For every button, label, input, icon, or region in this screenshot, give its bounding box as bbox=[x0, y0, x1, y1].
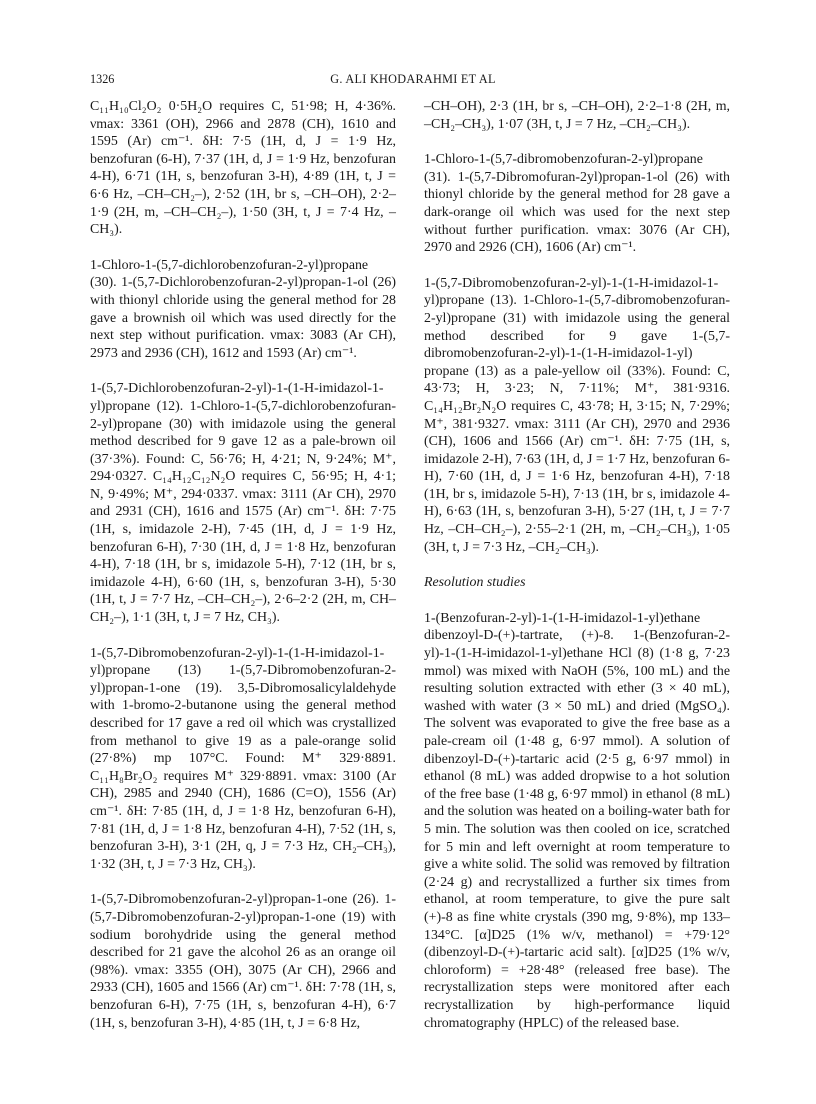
paragraph-compound-30: 1-Chloro-1-(5,7-dichlorobenzofuran-2-yl)propane (30). 1-(5,7-Dichlorobenzofuran-2-yl)propan-1-ol (26) with thionyl chloride using the general method for 28 gave a brownish oil which was used directly for the next step without purification. νmax: 3083 (Ar CH), 2973 and 2936 (CH), 1612 and 1593 (Ar) cm⁻¹. bbox=[90, 257, 396, 361]
paragraph-compound-13: 1-(5,7-Dibromobenzofuran-2-yl)-1-(1-H-imidazol-1-yl)propane (13). 1-Chloro-1-(5,7-dibromobenzofuran-2-yl)propane (31) with imidazole using the general method described for 9 gave 1-(5,7-dibromobenzofuran-2-yl)-1-(1-H-imidazol-1-yl) propane (13) as a pale-yellow oil (33%). Found: C, 43·73; H, 3·23; N, 7·11%; M⁺, 381·9316. C₁₄H₁₂Br₂N₂O requires C, 43·78; H, 3·15; N, 7·29%; M⁺, 381·9327. νmax: 3111 (Ar CH), 2970 and 2936 (CH), 1606 and 1566 (Ar) cm⁻¹. δH: 7·75 (1H, s, imidazole 2-H), 7·63 (1H, d, J = 1·7 Hz, benzofuran 6-H), 7·60 (1H, d, J = 1·6 Hz, benzofuran 4-H), 7·18 (1H, br s, imidazole 5-H), 7·13 (1H, br s, imidazole 4-H), 6·63 (1H, s, benzofuran 3-H), 5·27 (1H, t, J = 7·7 Hz, –CH–CH₂–), 2·55–2·1 (2H, m, –CH₂–CH₃), 1·05 (3H, t, J = 7·3 Hz, –CH₂–CH₃). bbox=[424, 275, 730, 555]
paragraph-continued-26: –CH–OH), 2·3 (1H, br s, –CH–OH), 2·2–1·8 (2H, m, –CH₂–CH₃), 1·07 (3H, t, J = 7 Hz, –CH₂–CH₃). bbox=[424, 99, 730, 132]
paragraph-compound-12: 1-(5,7-Dichlorobenzofuran-2-yl)-1-(1-H-imidazol-1-yl)propane (12). 1-Chloro-1-(5,7-dichlorobenzofuran-2-yl)propane (30) with imidazole using the general method described for 9 gave 12 as a pale-brown oil (37·3%). Found: C, 56·76; H, 4·21; N, 9·24%; M⁺, 294·0327. C₁₄H₁₂C₁₂N₂O requires C, 56·95; H, 4·1; N, 9·49%; M⁺, 294·0337. νmax: 3111 (Ar CH), 2970 and 2931 (CH), 1616 and 1575 (Ar) cm⁻¹. δH: 7·75 (1H, s, imidazole 2-H), 7·45 (1H, d, J = 1·9 Hz, benzofuran 6-H), 7·30 (1H, d, J = 1·8 Hz, benzofuran 4-H), 7·18 (1H, br s, imidazole 5-H), 7·12 (1H, br s, imidazole 4-H), 6·60 (1H, s, benzofuran 3-H), 5·30 (1H, t, J = 7·7 Hz, –CH–CH₂–), 2·6–2·2 (2H, m, CH–CH₂–), 1·1 (3H, t, J = 7 Hz, CH₃). bbox=[90, 381, 396, 626]
page-header bbox=[90, 72, 736, 90]
paragraph-tartrate-salt: 1-(Benzofuran-2-yl)-1-(1-H-imidazol-1-yl)ethane dibenzoyl-D-(+)-tartrate, (+)-8. 1-(Benzofuran-2-yl)-1-(1-H-imidazol-1-yl)ethane HCl (8) (1·8 g, 7·23 mmol) was mixed with NaOH (5%, 100 mL) and the resulting solution extracted with ether (3 × 40 mL), washed with water (3 × 50 mL) and dried (MgSO₄). The solvent was evaporated to give the free base as a pale-cream oil (1·48 g, 6·97 mmol). A solution of dibenzoyl-D-(+)-tartaric acid (2·5 g, 6·97 mmol) in ethanol (8 mL) was added dropwise to a hot solution of the free base (1·48 g, 6·97 mmol) in ethanol (8 mL) and the solution was heated on a boiling-water bath for 5 min. The solution was then cooled on ice, scratched for 5 min and left overnight at room temperature to give a white solid. The solid was removed by filtration (2·24 g) and recrystallized a further six times from ethanol, at room temperature, to give the pure salt (+)-8 as fine white crystals (390 mg, 9·8%), mp 133–134°C. [α]D25 (1% w/v, methanol) = +79·12° (dibenzoyl-D-(+)-tartaric acid salt). [α]D25 (1% w/v, chloroform) = +28·48° (released free base). The recrystallization steps were monitored after each recrystallization by high-performance liquid chromatography (HPLC) of the released base. bbox=[424, 610, 730, 1031]
section-heading-resolution: Resolution studies bbox=[424, 575, 526, 591]
paragraph-compound-26: 1-(5,7-Dibromobenzofuran-2-yl)propan-1-one (26). 1-(5,7-Dibromobenzofuran-2-yl)propan-1-one (19) with sodium borohydride using the general method described for 21 gave the alcohol 26 as an orange oil (98%). νmax: 3355 (OH), 3075 (Ar CH), 2966 and 2933 (CH), 1605 and 1566 (Ar) cm⁻¹. δH: 7·78 (1H, s, benzofuran 6-H), 7·75 (1H, s, benzofuran 4-H), 6·7 (1H, s, benzofuran 3-H), 4·85 (1H, t, J = 6·8 Hz, bbox=[90, 892, 396, 1031]
right-column bbox=[424, 98, 730, 1032]
paragraph-compound-31: 1-Chloro-1-(5,7-dibromobenzofuran-2-yl)propane (31). 1-(5,7-Dibromofuran-2yl)propan-1-ol (26) with thionyl chloride by the general method for 28 gave a dark-orange oil which was used for the next step without further purification. νmax: 3076 (Ar CH), 2970 and 2926 (CH), 1606 (Ar) cm⁻¹. bbox=[424, 152, 730, 256]
paragraph-continued-analysis: C₁₁H₁₀Cl₂O₂ 0·5H₂O requires C, 51·98; H, 4·36%. νmax: 3361 (OH), 2966 and 2878 (CH), 1610 and 1595 (Ar) cm⁻¹. δH: 7·5 (1H, d, J = 1·9 Hz, benzofuran (6-H), 7·37 (1H, d, J = 1·9 Hz, benzofuran 4-H), 6·71 (1H, s, benzofuran 3-H), 4·89 (1H, t, J = 6·6 Hz, –CH–CH₂–), 2·52 (1H, br s, –CH–OH), 2·2–1·9 (2H, m, –CH–CH₂–), 1·50 (3H, t, J = 7·4 Hz, –CH₃). bbox=[90, 99, 396, 238]
page-number: 1326 bbox=[90, 72, 115, 86]
left-column bbox=[90, 98, 396, 1032]
running-head: G. ALI KHODARAHMI ET AL bbox=[330, 72, 496, 86]
paragraph-compound-13-19: 1-(5,7-Dibromobenzofuran-2-yl)-1-(1-H-imidazol-1-yl)propane (13) 1-(5,7-Dibromobenzofuran-2-yl)propan-1-one (19). 3,5-Dibromosalicylaldehyde with 1-bromo-2-butanone using the general method described for 17 gave a red oil which was crystallized from methanol to give 19 as a pale-orange solid (27·8%) mp 107°C. Found: M⁺ 329·8891. C₁₁H₈Br₂O₂ requires M⁺ 329·8891. νmax: 3100 (Ar CH), 2985 and 2940 (CH), 1686 (C=O), 1556 (Ar) cm⁻¹. δH: 7·85 (1H, d, J = 1·8 Hz, benzofuran 6-H), 7·81 (1H, d, J = 1·8 Hz, benzofuran 4-H), 7·52 (1H, s, benzofuran 3-H), 3·1 (2H, q, J = 7·3 Hz, CH₂–CH₃), 1·32 (3H, t, J = 7·3 Hz, CH₃). bbox=[90, 645, 396, 872]
